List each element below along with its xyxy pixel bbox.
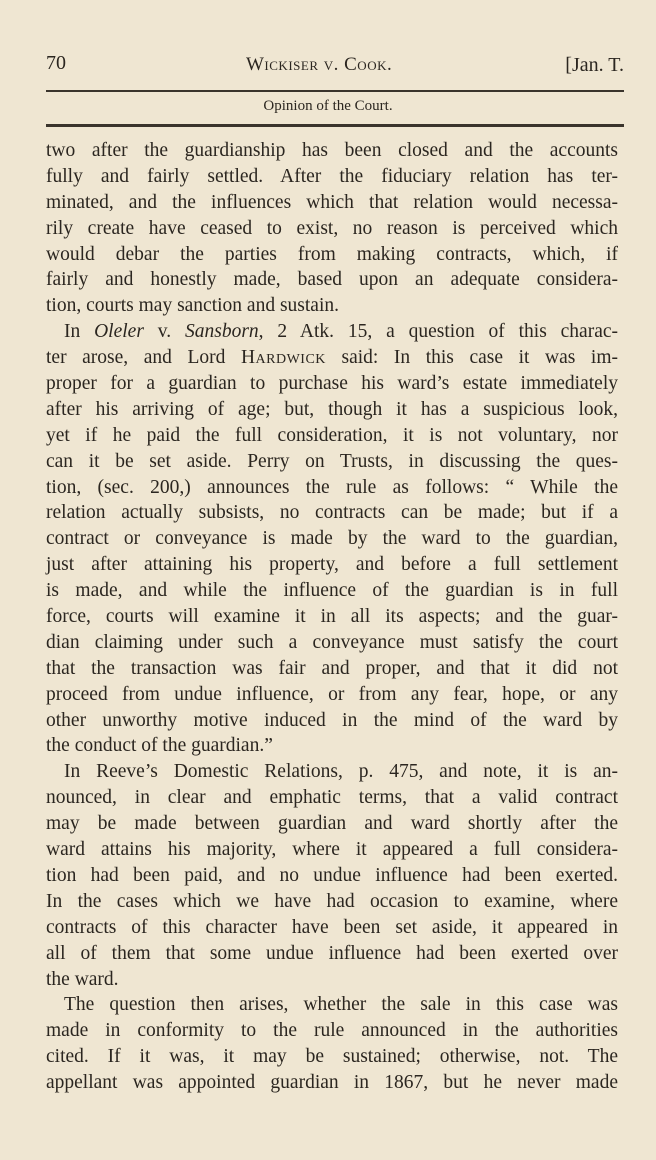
text-line: tion, courts may sanction and sustain.	[46, 295, 339, 317]
text-line: relation actually subsists, no contracts can be made; but if a	[46, 502, 618, 524]
text-line: proceed from undue influence, or from any fear, hope, or any	[46, 683, 618, 705]
text-run: v.	[143, 321, 185, 343]
text-line: may be made between guardian and ward shortly after the	[46, 813, 618, 835]
text-line: yet if he paid the full consideration, it is not voluntary, nor	[46, 424, 618, 446]
text-line: the ward.	[46, 968, 119, 990]
text-line: tion had been paid, and no undue influence had been exerted.	[46, 864, 618, 886]
text-line: contracts of this character have been set aside, it appeared in	[46, 916, 618, 938]
header-rule	[46, 90, 624, 92]
text-line: proper for a guardian to purchase his ward’s estate immediately	[46, 373, 618, 395]
text-line: fully and fairly settled. After the fiduciary relation has ter-	[46, 165, 618, 187]
text-line: nounced, in clear and emphatic terms, that a valid contract	[46, 787, 618, 809]
judge-name: Hardwick	[240, 347, 326, 369]
text-line: after his arriving of age; but, though it has a suspicious look,	[46, 398, 618, 420]
page-number: 70	[46, 52, 66, 74]
text-line: In Reeve’s Domestic Relations, p. 475, and note, it is an-	[64, 761, 618, 783]
text-line: fairly and honestly made, based upon an adequate considera-	[46, 269, 618, 291]
text-line: In the cases which we have had occasion to examine, where	[46, 890, 618, 912]
text-run: ter arose, and Lord	[46, 347, 241, 369]
term-label: [Jan. T.	[565, 54, 624, 76]
case-name: Oleler	[94, 321, 144, 343]
text-line: that the transaction was fair and proper, and that it did not	[46, 657, 618, 679]
text-line: ward attains his majority, where it appeared a full considera-	[46, 839, 618, 861]
text-line: The question then arises, whether the sale in this case was	[64, 994, 618, 1016]
text-line: force, courts will examine it in all its aspects; and the guar-	[46, 606, 618, 628]
subheading-rule	[46, 124, 624, 127]
text-line: other unworthy motive induced in the mind of the ward by	[46, 709, 618, 731]
text-line: is made, and while the influence of the guardian is in full	[46, 580, 618, 602]
text-line: would debar the parties from making contracts, which, if	[46, 243, 618, 265]
text-line: can it be set aside. Perry on Trusts, in discussing the ques-	[46, 450, 618, 472]
text-line	[46, 319, 618, 345]
text-line: tion, (sec. 200,) announces the rule as follows: “ While the	[46, 476, 618, 498]
text-line: all of them that some undue influence had been exerted over	[46, 942, 618, 964]
text-run: In	[64, 321, 95, 343]
text-line	[46, 345, 618, 371]
text-line: made in conformity to the rule announced in the authorities	[46, 1020, 618, 1042]
text-line: appellant was appointed guardian in 1867, but he never made	[46, 1072, 618, 1094]
text-line: the conduct of the guardian.”	[46, 735, 273, 757]
subheading: Opinion of the Court.	[263, 98, 393, 114]
opinion-text	[46, 138, 618, 1096]
text-line: just after attaining his property, and before a full settlement	[46, 554, 618, 576]
text-line: contract or conveyance is made by the ward to the guardian,	[46, 528, 618, 550]
text-line: two after the guardianship has been closed and the accounts	[46, 140, 618, 161]
running-header	[46, 52, 624, 86]
case-name: Sansborn	[184, 321, 259, 343]
text-run: , 2 Atk. 15, a question of this charac-	[258, 321, 619, 343]
text-line: minated, and the influences which that relation would necessa-	[46, 191, 618, 213]
text-run: said: In this case it was im-	[325, 347, 618, 369]
text-line: cited. If it was, it may be sustained; otherwise, not. The	[46, 1046, 618, 1068]
text-line: dian claiming under such a conveyance must satisfy the court	[46, 631, 618, 653]
running-title: Wickiser v. Cook.	[246, 54, 393, 75]
text-line: rily create have ceased to exist, no reason is perceived which	[46, 217, 618, 239]
